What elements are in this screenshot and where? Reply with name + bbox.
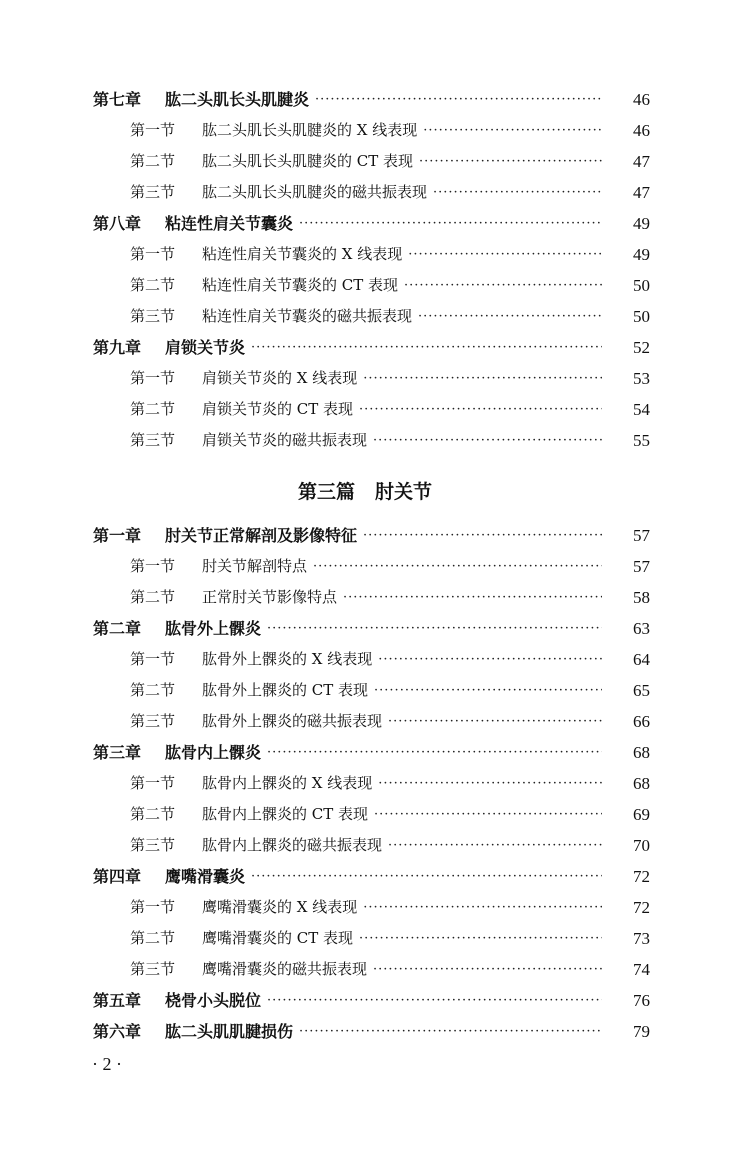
section-label: 第一节 — [130, 650, 176, 668]
section-title: 肱骨内上髁炎的 X 线表现 — [202, 774, 373, 792]
section-title: 肱骨外上髁炎的磁共振表现 — [202, 712, 383, 730]
toc-chapter[interactable] — [0, 1016, 730, 1047]
toc-section[interactable] — [0, 301, 730, 332]
section-title: 鹰嘴滑囊炎的 X 线表现 — [202, 898, 358, 916]
leader-dots — [423, 115, 602, 146]
section-label: 第二节 — [130, 805, 176, 823]
leader-dots — [419, 146, 602, 177]
leader-dots — [433, 177, 602, 208]
toc-section[interactable] — [0, 146, 730, 177]
section-label: 第三节 — [130, 836, 176, 854]
section-label: 第三节 — [130, 960, 176, 978]
section-label: 第一节 — [130, 774, 176, 792]
page-number: 57 — [633, 526, 650, 545]
leader-dots — [418, 301, 602, 332]
page-number: 47 — [633, 183, 650, 202]
page-number: 76 — [633, 991, 650, 1010]
toc-section[interactable] — [0, 177, 730, 208]
toc-chapter[interactable] — [0, 737, 730, 768]
toc-section[interactable] — [0, 394, 730, 425]
leader-dots — [343, 582, 602, 613]
leader-dots — [299, 1016, 602, 1047]
chapter-label: 第一章 — [93, 526, 142, 545]
section-label: 第一节 — [130, 121, 176, 139]
toc-chapter[interactable] — [0, 985, 730, 1016]
page-number: 53 — [633, 369, 650, 388]
page-number: 50 — [633, 276, 650, 295]
toc-section[interactable] — [0, 675, 730, 706]
leader-dots — [315, 84, 602, 115]
leader-dots — [359, 394, 602, 425]
leader-dots — [363, 520, 602, 551]
section-title: 肱二头肌长头肌腱炎的 CT 表现 — [202, 152, 414, 170]
section-label: 第三节 — [130, 307, 176, 325]
section-label: 第二节 — [130, 152, 176, 170]
section-label: 第二节 — [130, 681, 176, 699]
toc-section[interactable] — [0, 892, 730, 923]
page-number: 55 — [633, 431, 650, 450]
footer-page-number: · 2 · — [92, 1054, 122, 1074]
chapter-title: 鹰嘴滑囊炎 — [165, 867, 246, 886]
leader-dots — [374, 675, 602, 706]
page-number: 65 — [633, 681, 650, 700]
part-heading — [0, 475, 730, 509]
toc-section[interactable] — [0, 954, 730, 985]
section-title: 肱骨内上髁炎的 CT 表现 — [202, 805, 369, 823]
toc-section[interactable] — [0, 799, 730, 830]
toc-chapter[interactable] — [0, 208, 730, 239]
chapter-title: 肩锁关节炎 — [165, 338, 246, 357]
page-number: 69 — [633, 805, 650, 824]
toc-section[interactable] — [0, 239, 730, 270]
chapter-label: 第六章 — [93, 1022, 142, 1041]
section-title: 鹰嘴滑囊炎的磁共振表现 — [202, 960, 368, 978]
toc-chapter[interactable] — [0, 613, 730, 644]
leader-dots — [267, 613, 602, 644]
section-title: 正常肘关节影像特点 — [202, 588, 338, 606]
section-label: 第二节 — [130, 276, 176, 294]
leader-dots — [388, 706, 602, 737]
toc-section[interactable] — [0, 425, 730, 456]
section-title: 粘连性肩关节囊炎的 X 线表现 — [202, 245, 403, 263]
leader-dots — [359, 923, 602, 954]
chapter-label: 第四章 — [93, 867, 142, 886]
section-label: 第一节 — [130, 369, 176, 387]
toc-section[interactable] — [0, 582, 730, 613]
page-number: 63 — [633, 619, 650, 638]
chapter-label: 第三章 — [93, 743, 142, 762]
leader-dots — [313, 551, 602, 582]
chapter-title: 肱二头肌长头肌腱炎 — [165, 90, 310, 109]
part-label: 第三篇 — [297, 481, 355, 503]
section-title: 肱骨外上髁炎的 X 线表现 — [202, 650, 373, 668]
section-label: 第一节 — [130, 245, 176, 263]
toc-section[interactable] — [0, 644, 730, 675]
section-label: 第二节 — [130, 400, 176, 418]
chapter-label: 第九章 — [93, 338, 142, 357]
chapter-title: 肱骨外上髁炎 — [165, 619, 262, 638]
page-number: 68 — [633, 743, 650, 762]
chapter-title: 肘关节正常解剖及影像特征 — [165, 526, 358, 545]
chapter-label: 第七章 — [93, 90, 142, 109]
page-number: 54 — [633, 400, 650, 419]
section-title: 肩锁关节炎的磁共振表现 — [202, 431, 368, 449]
toc-section[interactable] — [0, 923, 730, 954]
leader-dots — [267, 985, 602, 1016]
page-number: 70 — [633, 836, 650, 855]
section-title: 粘连性肩关节囊炎的磁共振表现 — [202, 307, 413, 325]
leader-dots — [251, 332, 602, 363]
toc-chapter[interactable] — [0, 332, 730, 363]
page-number: 46 — [633, 121, 650, 140]
chapter-label: 第八章 — [93, 214, 142, 233]
leader-dots — [373, 954, 602, 985]
section-label: 第一节 — [130, 898, 176, 916]
part-title: 肘关节 — [375, 481, 433, 503]
page-number: 50 — [633, 307, 650, 326]
page-number: 74 — [633, 960, 650, 979]
leader-dots — [267, 737, 602, 768]
page-number: 72 — [633, 898, 650, 917]
toc-section[interactable] — [0, 270, 730, 301]
section-label: 第一节 — [130, 557, 176, 575]
page-number: 64 — [633, 650, 650, 669]
leader-dots — [374, 799, 602, 830]
section-title: 肩锁关节炎的 CT 表现 — [202, 400, 354, 418]
leader-dots — [373, 425, 602, 456]
chapter-title: 肱二头肌肌腱损伤 — [165, 1022, 294, 1041]
chapter-title: 桡骨小头脱位 — [165, 991, 262, 1010]
toc-section[interactable] — [0, 830, 730, 861]
section-title: 鹰嘴滑囊炎的 CT 表现 — [202, 929, 354, 947]
toc-section[interactable] — [0, 115, 730, 146]
section-title: 粘连性肩关节囊炎的 CT 表现 — [202, 276, 399, 294]
section-title: 肘关节解剖特点 — [202, 557, 308, 575]
toc-section[interactable] — [0, 551, 730, 582]
page-number: 72 — [633, 867, 650, 886]
section-title: 肱二头肌长头肌腱炎的磁共振表现 — [202, 183, 428, 201]
leader-dots — [378, 644, 602, 675]
section-title: 肱骨内上髁炎的磁共振表现 — [202, 836, 383, 854]
page-number: 73 — [633, 929, 650, 948]
section-label: 第三节 — [130, 712, 176, 730]
toc-chapter[interactable] — [0, 861, 730, 892]
section-title: 肱二头肌长头肌腱炎的 X 线表现 — [202, 121, 418, 139]
chapter-label: 第五章 — [93, 991, 142, 1010]
leader-dots — [408, 239, 602, 270]
toc-chapter[interactable] — [0, 84, 730, 115]
toc-section[interactable] — [0, 706, 730, 737]
chapter-label: 第二章 — [93, 619, 142, 638]
page-number: 49 — [633, 214, 650, 233]
page-number: 79 — [633, 1022, 650, 1041]
page-number: 58 — [633, 588, 650, 607]
leader-dots — [299, 208, 602, 239]
section-title: 肱骨外上髁炎的 CT 表现 — [202, 681, 369, 699]
leader-dots — [404, 270, 602, 301]
leader-dots — [363, 363, 602, 394]
chapter-title: 粘连性肩关节囊炎 — [165, 214, 294, 233]
page-number: 46 — [633, 90, 650, 109]
section-label: 第二节 — [130, 929, 176, 947]
toc-chapter[interactable] — [0, 520, 730, 551]
section-label: 第三节 — [130, 431, 176, 449]
toc-section[interactable] — [0, 768, 730, 799]
leader-dots — [363, 892, 602, 923]
leader-dots — [378, 768, 602, 799]
leader-dots — [251, 861, 602, 892]
toc-section[interactable] — [0, 363, 730, 394]
page-number: 68 — [633, 774, 650, 793]
page-number: 52 — [633, 338, 650, 357]
page-number: 57 — [633, 557, 650, 576]
page-number: 66 — [633, 712, 650, 731]
section-label: 第三节 — [130, 183, 176, 201]
section-title: 肩锁关节炎的 X 线表现 — [202, 369, 358, 387]
chapter-title: 肱骨内上髁炎 — [165, 743, 262, 762]
leader-dots — [388, 830, 602, 861]
page-number: 49 — [633, 245, 650, 264]
section-label: 第二节 — [130, 588, 176, 606]
page-number: 47 — [633, 152, 650, 171]
